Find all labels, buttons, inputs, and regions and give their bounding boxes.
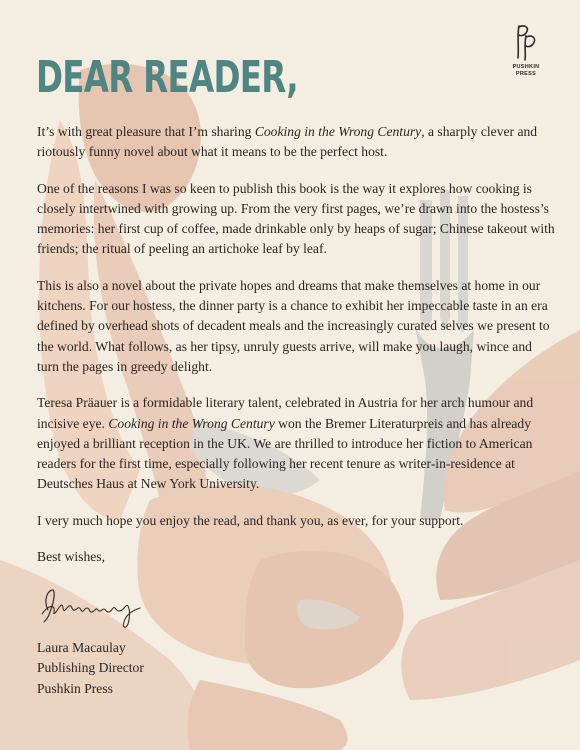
- greeting: Best wishes,: [37, 549, 105, 565]
- pushkin-monogram-icon: [513, 22, 539, 62]
- book-title: Cooking in the Wrong Century: [108, 415, 275, 431]
- paragraph-3: This is also a novel about the private hopes and dreams that make themselves at home in our kitchens. For our hostess, the dinner party is a chance to exhibit her impeccable taste in an era defined by overhead shots of decadent meals and the increasingly curated selves we present to the world. What follows, as her tipsy, unruly guests arrive, will make you laugh, wince and turn the pages in greedy delight.: [37, 277, 550, 374]
- signature-block: [37, 638, 144, 699]
- signer-company: Pushkin Press: [37, 680, 113, 696]
- paragraph-5: I very much hope you enjoy the read, and thank you, as ever, for your support.: [37, 512, 464, 528]
- paragraph-4: Teresa Präauer is a formidable literary talent, celebrated in Austria for her arch humour and incisive eye. Cooking in the Wrong Century won the Bremer Literaturpreis and has already enjoyed a brilliant reception in the UK. We are thrilled to introduce her fiction to American readers for the first time, especially following her recent tenure as writer-in-residence at Deutsches Haus at New York University.: [37, 395, 534, 492]
- letter-title: DEAR READER,: [36, 52, 298, 103]
- book-title: Cooking in the Wrong Century: [254, 124, 422, 139]
- signer-name: Laura Macaulay: [37, 640, 126, 655]
- logo-line-1: PUSHKIN: [512, 64, 540, 70]
- paragraph-1: It’s with great pleasure that I’m sharing Cooking in the Wrong Century, a sharply clever and riotously funny novel about what it means to be the perfect host.: [37, 124, 538, 160]
- signature: [36, 582, 166, 630]
- logo-line-2: PRESS: [515, 71, 537, 77]
- paragraph-2: One of the reasons I was so keen to publish this book is the way it explores how cooking is closely intertwined with growing up. From the very first pages, we’re drawn into the hostess’s memories: her first cup of coffee, made drinkable only by heaps of sugar; Chinese takeout with friends; the ritual of peeling an artichoke leaf by leaf.: [37, 180, 555, 257]
- signer-role: Publishing Director: [37, 660, 144, 676]
- letter-body: [37, 122, 557, 567]
- pushkin-press-logo: [506, 22, 546, 78]
